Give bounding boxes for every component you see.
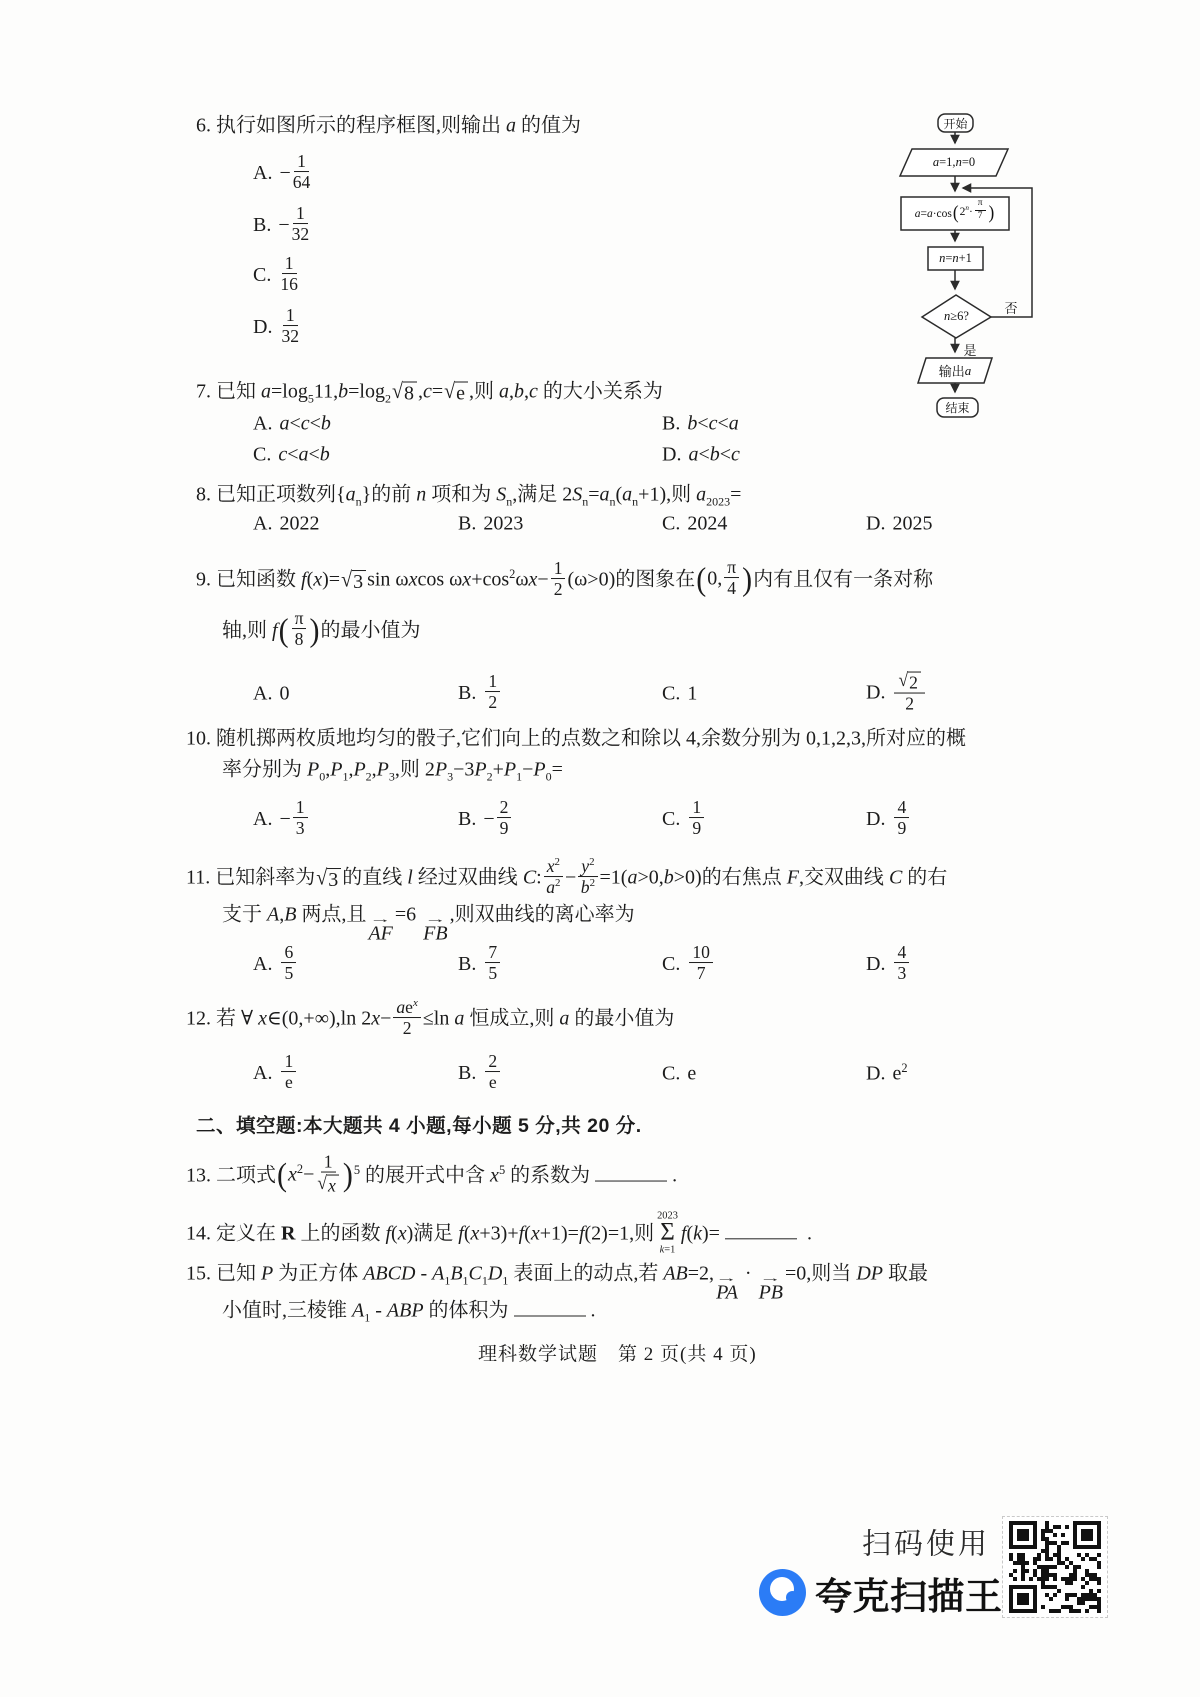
question-6-option-a [253, 151, 312, 194]
option-value: − $\frac{2}{9}$ [483, 808, 513, 830]
option-value: $\frac{7}{5}$ [483, 953, 502, 975]
question-6-option-c [253, 253, 300, 296]
option-label: B. [253, 213, 272, 236]
question-10-option-a [253, 797, 310, 840]
question-8-option-b [458, 512, 523, 537]
question-12-option-a [253, 1051, 298, 1094]
option-value: 1 [687, 682, 698, 705]
question-9-option-d [866, 668, 927, 716]
option-value: − $\frac{1}{64}$ [279, 151, 311, 193]
option-value: 2024 [687, 512, 728, 535]
question-15-text-line-2: 小值时,三棱锥 $A_1$ - ABP 的体积为 . [222, 1297, 596, 1324]
question-11-text-line-2: 支于 A,B 两点,且 → AF =6 → FB ,则双曲线的离心率为 [222, 903, 635, 945]
option-value: c<a<b [278, 443, 330, 466]
question-9-option-a [253, 682, 289, 707]
option-value: 2023 [483, 512, 524, 535]
option-label: B. [662, 412, 681, 435]
question-11-option-c [662, 942, 715, 985]
option-value: $\frac{6}{5}$ [279, 953, 298, 975]
option-label: D. [866, 807, 886, 830]
question-15-text-line-1: 15. 已知 P 为正方体 ABCD - $A_1B_1C_1D_1$ 表面上的动点,若 AB=2, → PA · → PB =0,则当 DP 取最 [186, 1262, 928, 1304]
question-7-option-b [662, 412, 739, 437]
option-value: a<b<c [688, 443, 740, 466]
flowchart-init-label: a =1, n =0 [932, 155, 976, 169]
option-value: $\frac{1}{e}$ [279, 1062, 298, 1084]
option-value: 0 [279, 682, 290, 705]
option-label: B. [458, 512, 477, 535]
option-label: D. [866, 1062, 886, 1085]
flowchart-yes-label: 是 [963, 342, 977, 358]
option-value: $\frac{2}{e}$ [483, 1062, 502, 1084]
question-9-option-c [662, 682, 697, 707]
option-value: $\frac{1}{9}$ [687, 808, 706, 830]
option-label: C. [662, 1062, 681, 1085]
option-label: D. [662, 443, 682, 466]
option-label: B. [458, 807, 477, 830]
option-value: √ 2 2 [892, 682, 926, 704]
option-label: C. [253, 443, 272, 466]
question-12-option-b [458, 1051, 502, 1094]
option-value: − $\frac{1}{32}$ [278, 203, 310, 245]
option-value: $\frac{10}{7}$ [687, 953, 715, 975]
flowchart-start-label: 开始 [943, 116, 968, 131]
question-12-option-d [866, 1062, 908, 1087]
question-12-text: 12. 若 ∀ x∈(0,+∞),ln 2x− $\frac{ae^x}{2}$ ≤ln a 恒成立,则 a 的最小值为 [186, 997, 675, 1039]
option-label: C. [662, 512, 681, 535]
question-9-option-b [458, 671, 502, 714]
option-label: A. [253, 952, 273, 975]
flowchart-end-label: 结束 [945, 401, 970, 415]
question-6-text: 6. 执行如图所示的程序框图,则输出 a 的值为 [196, 114, 581, 137]
question-7-option-a [253, 412, 331, 437]
page-footer: 理科数学试题 第 2 页(共 4 页) [478, 1344, 757, 1366]
flowchart [820, 95, 1080, 430]
option-value: $\frac{1}{16}$ [280, 253, 298, 295]
question-13-text: 13. 二项式 ( $x^2-$ 1 √ x ) $^5$ 的展开式中含 $x^5$ 的系数为 . [186, 1151, 678, 1196]
question-6-option-b [253, 203, 311, 246]
option-label: A. [253, 1061, 273, 1084]
option-label: A. [253, 512, 273, 535]
scan-hint-text: 扫码使用 [862, 1528, 991, 1561]
question-11-option-b [458, 942, 502, 985]
question-11-text-line-1: 11. 已知斜率为 √ 3 的直线 l 经过双曲线 C: $\frac{x^2}{a^2}$ − $\frac{y^2}{b^2}$ =1(a>0,b>0)的右焦点 F,交双曲线 C 的右 [186, 856, 948, 898]
question-7-option-c [253, 443, 330, 468]
option-label: A. [253, 682, 273, 705]
question-8-option-a [253, 512, 319, 537]
question-11-option-d [866, 942, 911, 985]
flowchart-condition-label: n ≥6? [944, 309, 969, 323]
question-7-text: 7. 已知 $a=\log_511,b=\log_2$ √ 8 ,c= √ e ,则 a,b,c 的大小关系为 [196, 379, 663, 406]
question-10-text-line-2: 率分别为 $P_0,P_1,P_2,P_3$,则 $2P_3-3P_2+P_1-P_0=$ [222, 758, 563, 784]
flowchart-no-label: 否 [1004, 300, 1018, 316]
quark-logo-icon [759, 1569, 806, 1616]
question-9-text-line-2: 轴,则 f ( $\frac{\pi}{8}$ ) 的最小值为 [222, 608, 421, 650]
option-label: D. [866, 512, 886, 535]
question-12-option-c [662, 1062, 696, 1087]
question-11-option-a [253, 942, 298, 985]
option-label: A. [253, 412, 273, 435]
question-10-option-d [866, 797, 911, 840]
quark-logo-notch [786, 1591, 799, 1604]
question-9-text-line-1: 9. 已知函数 f(x)= √ 3 sin ωxcos $\omega x+\cos^2\omega x-$ $\frac{1}{2}$ (ω>0)的图象在 ( 0, $\frac{\pi}{4}$ ) 内有且仅有一条对称 [196, 557, 934, 600]
question-6-option-d [253, 305, 301, 348]
question-10-option-c [662, 797, 706, 840]
flowchart-increment-label: n = n +1 [939, 251, 972, 265]
flowchart-compute-label: a = a ·cos ( $2^n\cdot$ $\frac{\pi}{7}$ ) [914, 198, 995, 223]
option-label: C. [662, 807, 681, 830]
scanner-app-name: 夸克扫描王 [815, 1576, 1003, 1617]
question-10-text-line-1: 10. 随机掷两枚质地均匀的骰子,它们向上的点数之和除以 4,余数分别为 0,1,2,3,所对应的概 [186, 727, 966, 750]
question-8-option-c [662, 512, 727, 537]
option-value: $e^2$ [892, 1060, 908, 1085]
question-14-text: 14. 定义在 R 上的函数 f(x)满足 f(x+3)+f(x+1)=f(2)=1,则 2023 Σ k=1 f(k)= . [186, 1210, 812, 1256]
question-7-option-d [662, 443, 740, 468]
option-label: B. [458, 952, 477, 975]
option-label: C. [662, 682, 681, 705]
option-label: C. [662, 952, 681, 975]
option-value: 2025 [892, 512, 933, 535]
option-label: B. [458, 1061, 477, 1084]
section-2-header: 二、填空题:本大题共 4 小题,每小题 5 分,共 20 分. [196, 1114, 642, 1137]
option-label: A. [253, 161, 273, 184]
question-8-text: 8. 已知正项数列$\{a_n\}$的前 n 项和为 $S_n$,满足 $2S_n=a_n(a_n+1)$,则 $a_{2023}=$ [196, 483, 742, 509]
option-label: D. [866, 681, 886, 704]
option-value: − $\frac{1}{3}$ [279, 808, 309, 830]
option-label: D. [253, 315, 273, 338]
option-label: B. [458, 681, 477, 704]
option-label: C. [253, 263, 272, 286]
option-value: 2022 [279, 512, 320, 535]
qr-code-pattern [1009, 1521, 1101, 1613]
question-8-option-d [866, 512, 932, 537]
option-label: D. [866, 952, 886, 975]
option-label: A. [253, 807, 273, 830]
option-value: b<c<a [687, 412, 739, 435]
option-value: $\frac{1}{32}$ [281, 305, 300, 347]
option-value: e [687, 1062, 697, 1085]
question-10-option-b [458, 797, 513, 840]
option-value: $\frac{4}{9}$ [892, 808, 911, 830]
option-value: a<c<b [279, 412, 331, 435]
flowchart-output-label: 输出 a [938, 362, 972, 379]
qr-code [1002, 1516, 1108, 1618]
option-value: $\frac{1}{2}$ [483, 682, 502, 704]
option-value: $\frac{4}{3}$ [892, 953, 911, 975]
